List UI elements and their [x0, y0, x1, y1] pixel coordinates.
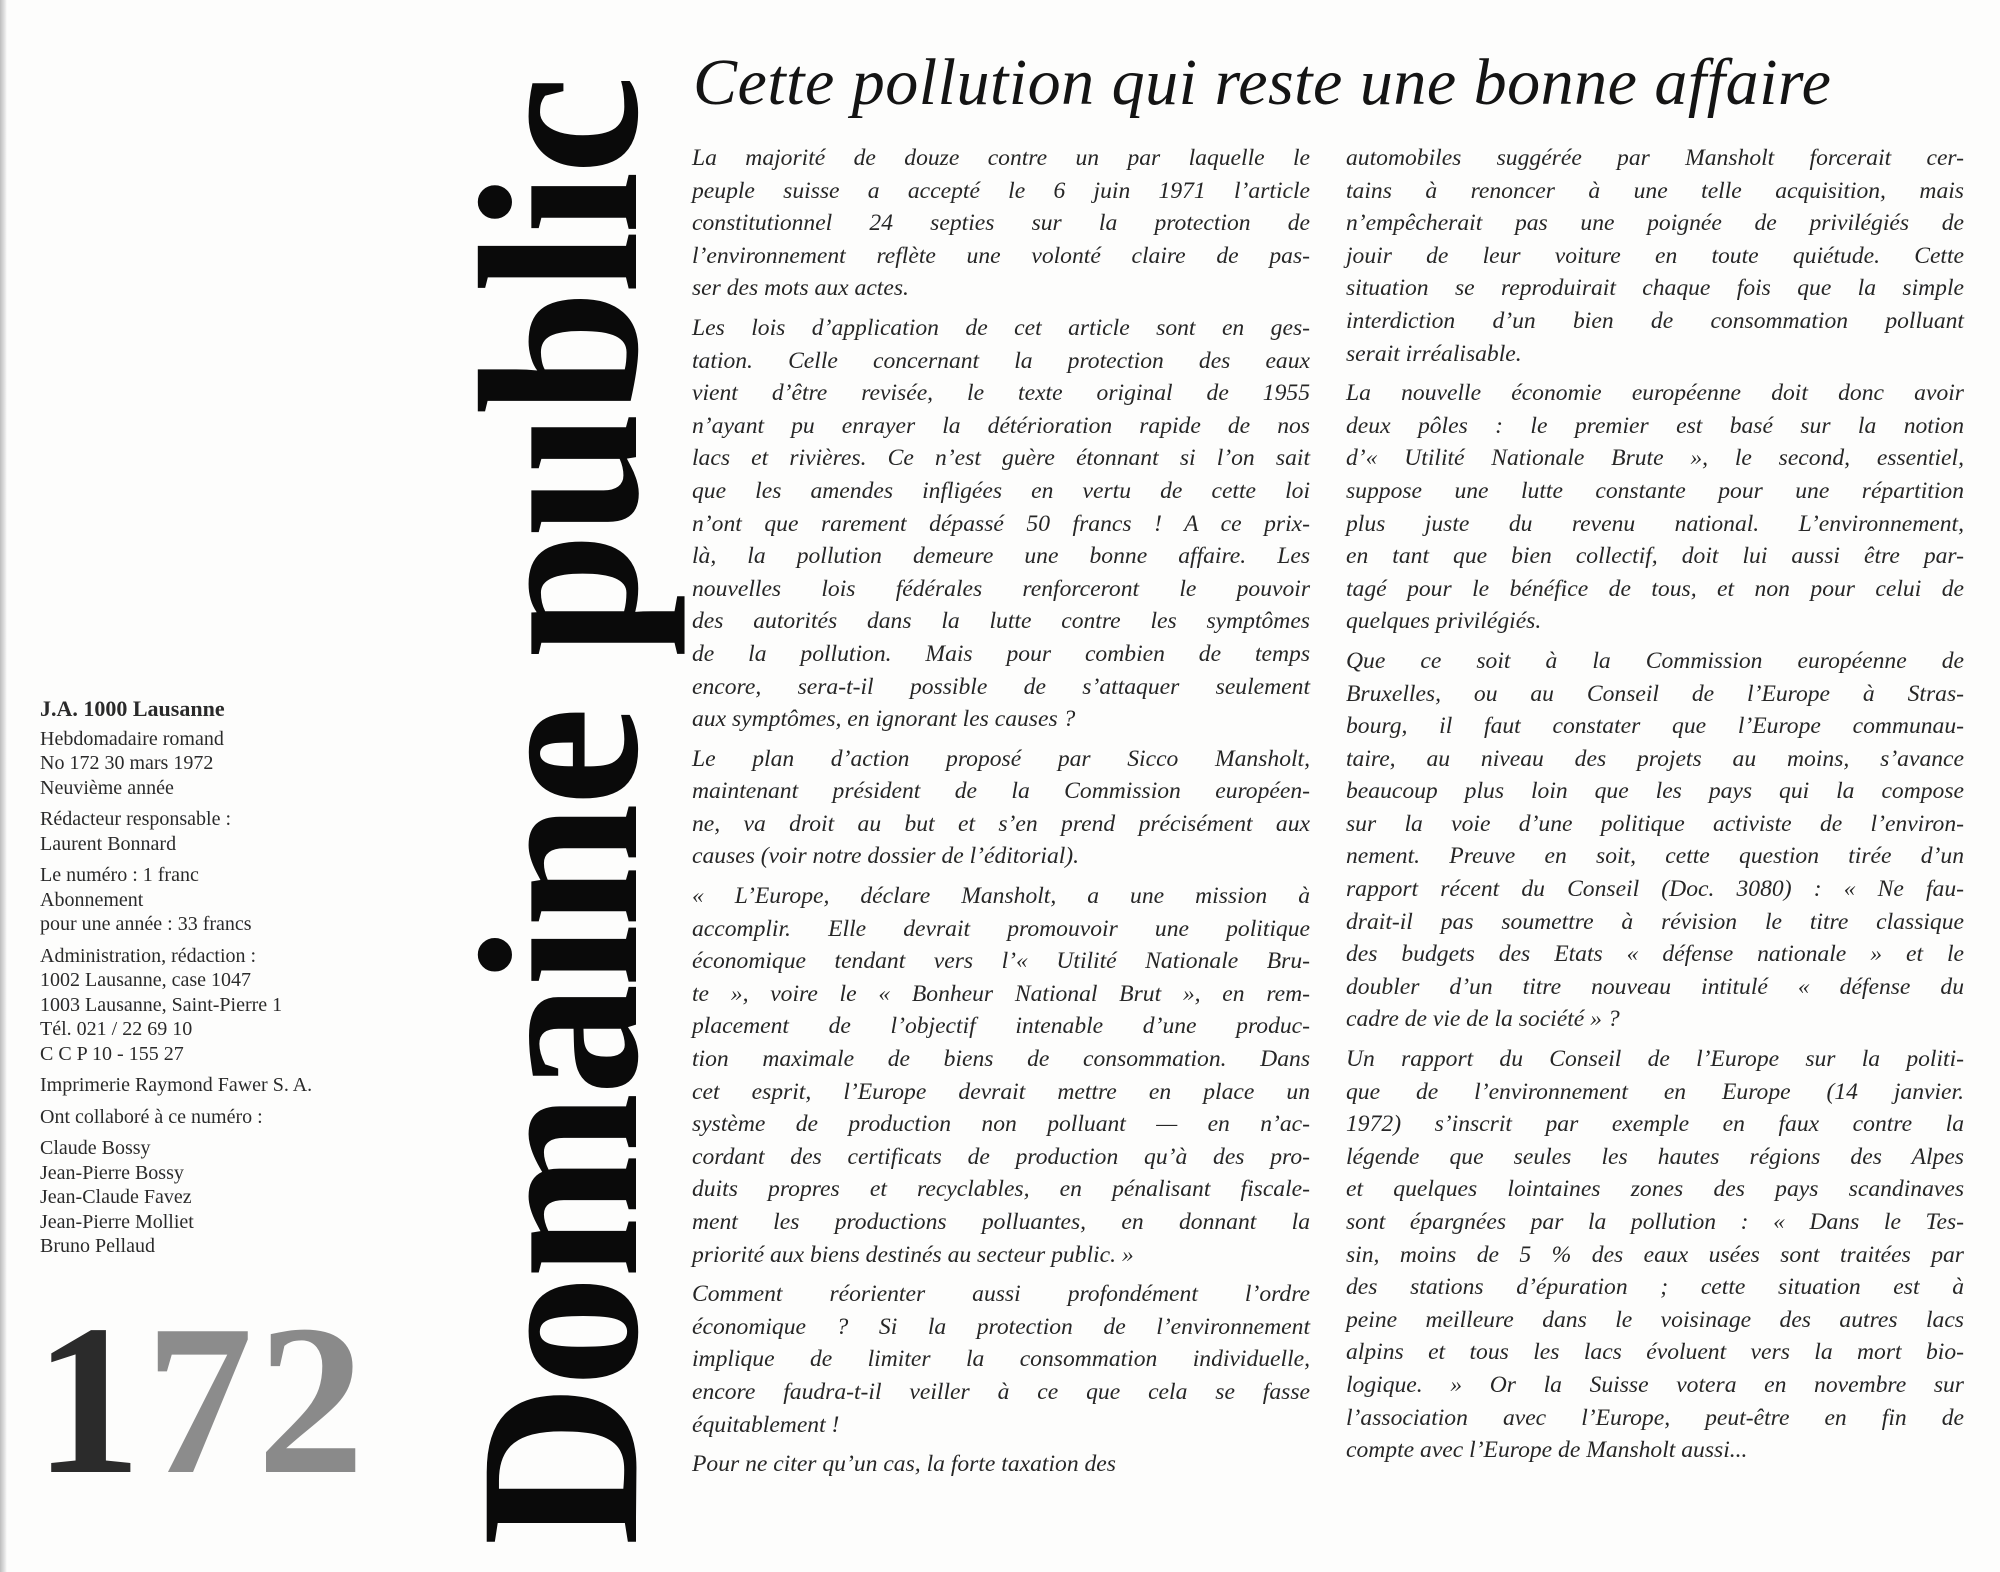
article-line: en tant que bien collectif, doit lui aussi être par- [1346, 543, 1964, 570]
article-line: système de production non polluant — en n’ac- [692, 1111, 1310, 1138]
colophon-line: Laurent Bonnard [40, 832, 177, 855]
article-line: légende que seules les hautes régions des Alpes [1346, 1143, 1964, 1170]
article-line: drait-il pas soumettre à révision le titre classique [1346, 908, 1964, 935]
article-paragraph [692, 1448, 1310, 1481]
colophon-line: Neuvième année [40, 776, 174, 799]
article-line: vient d’être revisée, le texte original de 1955 [692, 380, 1310, 407]
article-line: ment les productions polluantes, en donnant la [692, 1209, 1310, 1235]
article-line: constitutionnel 24 septies sur la protection de [692, 210, 1310, 237]
article-line: « L’Europe, déclare Mansholt, a une mission à [692, 883, 1310, 910]
colophon-line: Bruno Pellaud [40, 1235, 155, 1257]
colophon-block [40, 1105, 420, 1130]
colophon-line: Hebdomadaire romand [40, 727, 224, 750]
article-line: serait irréalisable. [1346, 340, 1522, 367]
colophon-block [40, 1136, 420, 1259]
colophon-block [40, 863, 420, 937]
article-line: sin, moins de 5 % des eaux usées sont traitées par [1346, 1241, 1964, 1268]
article-line: équitablement ! [692, 1411, 840, 1438]
masthead-title [434, 63, 686, 1560]
article-line: 1972) s’inscrit par exemple en faux contre la [1346, 1111, 1964, 1138]
colophon-block [40, 944, 420, 1067]
article-line: te », voire le « Bonheur National Brut », en rem- [692, 980, 1310, 1007]
article-line: causes (voir notre dossier de l’éditorial). [692, 843, 1080, 870]
article-paragraph [1346, 1043, 1964, 1467]
article-line: automobiles suggérée par Mansholt forcerait cer- [1346, 145, 1964, 171]
article-paragraph [692, 880, 1310, 1271]
article-line: cet esprit, l’Europe devrait mettre en place un [692, 1078, 1310, 1105]
article-line: Comment réorienter aussi profondément l’ordre [692, 1281, 1310, 1308]
article-line: interdiction d’un bien de consommation polluant [1346, 307, 1964, 334]
issue-number [34, 1280, 369, 1519]
article-line: économique ? Si la protection de l’environnement [692, 1313, 1310, 1340]
article-line: sont épargnées par la pollution : « Dans le Tes- [1346, 1209, 1964, 1235]
colophon-line: Claude Bossy [40, 1137, 151, 1159]
article-line: La majorité de douze contre un par laquelle le [692, 145, 1310, 171]
article-paragraph [1346, 645, 1964, 1036]
article-line: Bruxelles, ou au Conseil de l’Europe à Stras- [1346, 680, 1964, 707]
article-line: encore faudra-t-il veiller à ce que cela se fasse [692, 1378, 1310, 1405]
article-line: Pour ne citer qu’un cas, la forte taxation des [692, 1451, 1116, 1478]
article-line: Les lois d’application de cet article sont en ges- [692, 314, 1310, 341]
colophon-line: No 172 30 mars 1972 [40, 752, 214, 774]
article-line: Le plan d’action proposé par Sicco Mansholt, [692, 745, 1310, 772]
article-line: n’ayant pu enrayer la détérioration rapide de nos [692, 412, 1310, 439]
article-paragraph [692, 1278, 1310, 1441]
article-line: maintenant président de la Commission européen- [692, 778, 1310, 805]
article-line: encore, sera-t-il possible de s’attaquer seulement [692, 673, 1310, 700]
article-line: duits propres et recyclables, en pénalisant fiscale- [692, 1176, 1310, 1203]
colophon-line: Administration, rédaction : [40, 944, 257, 967]
page-edge-shadow [0, 0, 7, 1572]
article-paragraph [1346, 142, 1964, 370]
colophon [40, 697, 420, 1266]
article-line: là, la pollution demeure une bonne affaire. Les [692, 543, 1310, 570]
article-line: placement de l’objectif intenable d’une produc- [692, 1013, 1310, 1040]
article-line: économique tendant vers l’« Utilité Nationale Bru- [692, 948, 1310, 975]
article-line: Un rapport du Conseil de l’Europe sur la politi- [1346, 1046, 1964, 1073]
article-line: alpins et tous les lacs évoluent vers la mort bio- [1346, 1339, 1964, 1366]
article-line: aux symptômes, en ignorant les causes ? [692, 706, 1076, 733]
article-paragraph [692, 743, 1310, 873]
colophon-line: pour une année : 33 francs [40, 913, 252, 935]
masthead-container [434, 78, 686, 1546]
article-line: suppose une lutte constante pour une répartition [1346, 477, 1964, 504]
colophon-line: 1002 Lausanne, case 1047 [40, 969, 252, 991]
article-title: Cette pollution qui reste une bonne affaire [693, 46, 1832, 119]
article-paragraph [692, 312, 1310, 736]
article-line: deux pôles : le premier est basé sur la notion [1346, 412, 1964, 439]
article-line: nouvelles lois fédérales renforceront le pouvoir [692, 575, 1310, 602]
article-line: l’environnement reflète une volonté claire de pas- [692, 242, 1310, 269]
article-line: situation se reproduirait chaque fois que la simple [1346, 275, 1964, 302]
article-line: d’« Utilité Nationale Brute », le second, essentiel, [1346, 445, 1964, 472]
article-line: l’association avec l’Europe, peut-être en fin de [1346, 1404, 1964, 1431]
article-paragraph [692, 142, 1310, 305]
article-line: priorité aux biens destinés au secteur public. » [692, 1241, 1134, 1268]
colophon-line: Rédacteur responsable : [40, 808, 232, 830]
article-line: doubler d’un titre nouveau intitulé « défense du [1346, 973, 1964, 1000]
colophon-line: Jean-Claude Favez [40, 1186, 192, 1208]
article-line: ne, va droit au but et s’en prend précisément aux [692, 810, 1310, 837]
issue-digit: 1 [34, 1280, 146, 1519]
colophon-line: Jean-Pierre Molliet [40, 1210, 194, 1233]
colophon-line: Imprimerie Raymond Fawer S. A. [40, 1074, 313, 1096]
article-line: de la pollution. Mais pour combien de temps [692, 640, 1310, 667]
article-line: et quelques lointaines zones des pays scandinaves [1346, 1176, 1964, 1203]
masthead-text: Domaine public [434, 78, 686, 1546]
article-line: lacs et rivières. Ce n’est guère étonnant si l’on sait [692, 445, 1310, 472]
colophon-line: Ont collaboré à ce numéro : [40, 1105, 263, 1128]
article-line: beaucoup plus loin que les pays qui la compose [1346, 778, 1964, 805]
article-line: plus juste du revenu national. L’environnement, [1346, 510, 1964, 537]
article-line: La nouvelle économie européenne doit donc avoir [1346, 380, 1964, 407]
colophon-block [40, 807, 420, 856]
article-line: des autorités dans la lutte contre les symptômes [692, 608, 1310, 635]
colophon-line: 1003 Lausanne, Saint-Pierre 1 [40, 993, 283, 1016]
article-line: tation. Celle concernant la protection des eaux [692, 347, 1310, 374]
colophon-block [40, 1073, 420, 1098]
article-line: que de l’environnement en Europe (14 janvier. [1346, 1078, 1964, 1105]
article-line: bourg, il faut constater que l’Europe communau- [1346, 713, 1964, 740]
article-line: peuple suisse a accepté le 6 juin 1971 l’article [692, 177, 1310, 204]
article-line: quelques privilégiés. [1346, 608, 1542, 635]
article-line: nement. Preuve en soit, cette question tirée d’un [1346, 843, 1964, 870]
issue-digit: 7 [145, 1280, 257, 1519]
article-line: ser des mots aux actes. [692, 275, 909, 302]
article-line: cadre de vie de la société » ? [1346, 1006, 1620, 1033]
article-line: n’empêcherait pas une poignée de privilégiés de [1346, 210, 1964, 237]
colophon-line: Abonnement [40, 888, 144, 911]
article-paragraph [1346, 377, 1964, 638]
colophon-heading: J.A. 1000 Lausanne [40, 696, 225, 721]
article-column-2 [1346, 142, 1964, 1474]
article-line: compte avec l’Europe de Mansholt aussi... [1346, 1437, 1748, 1464]
article-line: logique. » Or la Suisse votera en novembre sur [1346, 1371, 1964, 1398]
article-line: des stations d’épuration ; cette situation est à [1346, 1274, 1964, 1301]
article-line: tagé pour le bénéfice de tous, et non pour celui de [1346, 575, 1964, 602]
article-column-1 [692, 142, 1310, 1488]
article-line: que les amendes infligées en vertu de cette loi [692, 477, 1310, 504]
article-line: des budgets des Etats « défense nationale » et le [1346, 941, 1964, 968]
article-line: implique de limiter la consommation individuelle, [692, 1346, 1310, 1373]
article-line: rapport récent du Conseil (Doc. 3080) : « Ne fau- [1346, 876, 1964, 903]
colophon-block [40, 727, 420, 801]
colophon-line: Tél. 021 / 22 69 10 [40, 1018, 193, 1040]
article-line: peine meilleure dans le voisinage des autres lacs [1346, 1306, 1964, 1333]
article-line: jouir de leur voiture en toute quiétude. Cette [1346, 242, 1964, 269]
article-line: tains à renoncer à une telle acquisition, mais [1346, 177, 1964, 204]
article-line: tion maximale de biens de consommation. Dans [692, 1046, 1310, 1073]
colophon-blocks [40, 727, 420, 1259]
article-line: cordant des certificats de production qu’à des pro- [692, 1143, 1310, 1170]
colophon-line: C C P 10 - 155 27 [40, 1042, 184, 1065]
article-line: n’ont que rarement dépassé 50 francs ! A ce prix- [692, 510, 1310, 537]
issue-digit: 2 [257, 1280, 369, 1519]
article-line: sur la voie d’une politique activiste de l’environ- [1346, 810, 1964, 837]
article-line: accomplir. Elle devrait promouvoir une politique [692, 915, 1310, 942]
colophon-line: Jean-Pierre Bossy [40, 1161, 184, 1184]
article-line: Que ce soit à la Commission européenne de [1346, 647, 1964, 674]
colophon-line: Le numéro : 1 franc [40, 864, 199, 886]
article-line: taire, au niveau des projets au moins, s’avance [1346, 745, 1964, 772]
